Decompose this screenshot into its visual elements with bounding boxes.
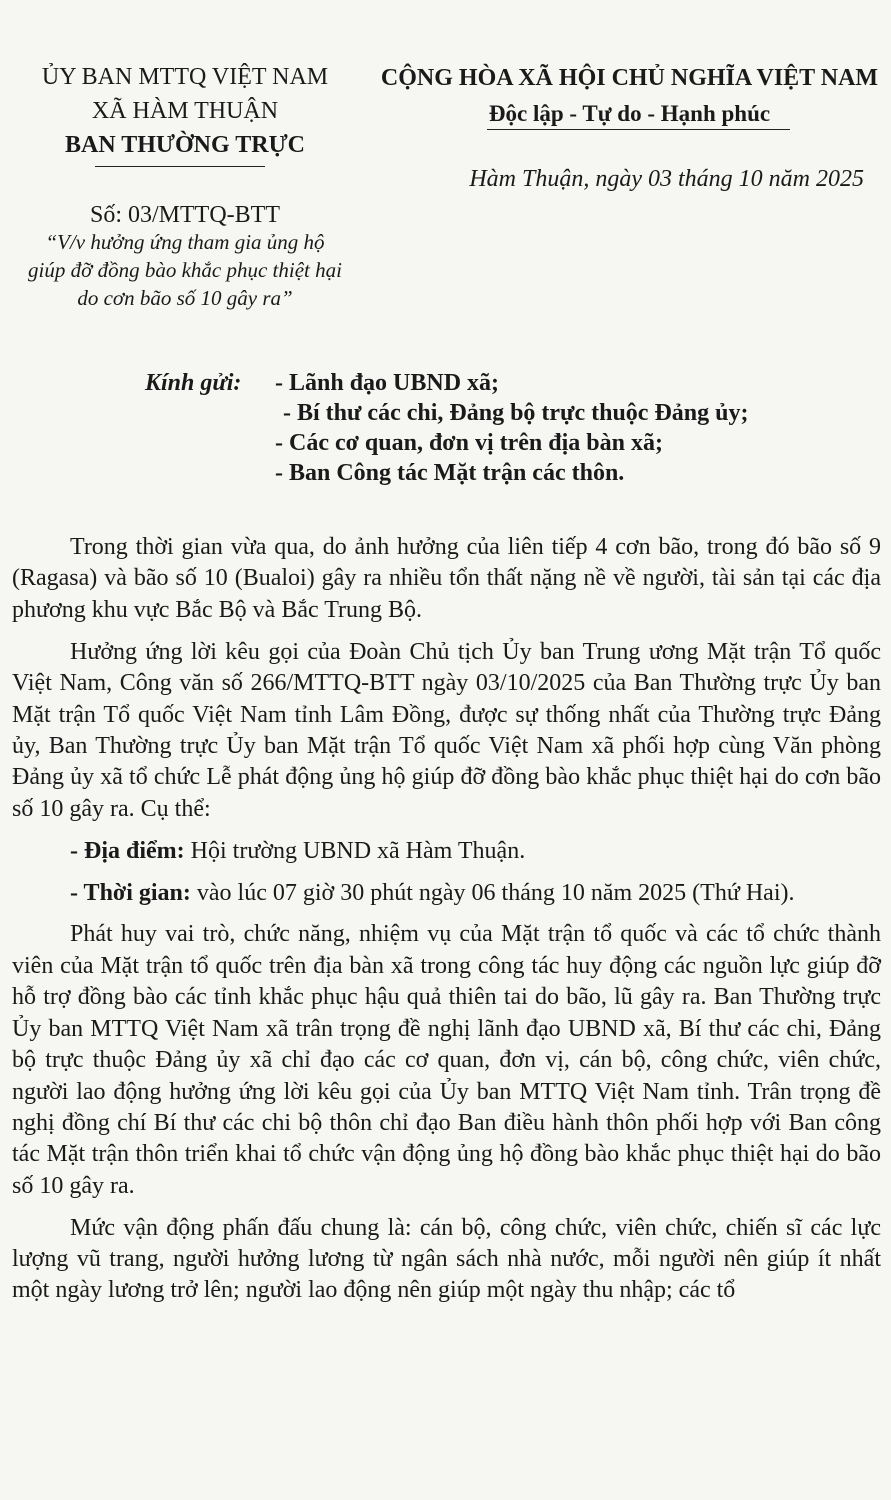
motto: Độc lập - Tự do - Hạnh phúc (488, 101, 771, 126)
recipients-list (275, 368, 748, 488)
event-location (12, 836, 881, 867)
location-label: - Địa điểm: (70, 837, 185, 864)
recipient-item: - Các cơ quan, đơn vị trên địa bàn xã; (275, 430, 663, 456)
event-time (12, 878, 881, 909)
issuing-organization (0, 60, 370, 162)
org-line-1: ỦY BAN MTTQ VIỆT NAM (41, 64, 329, 90)
subject-line-3: do cơn bão số 10 gây ra” (77, 286, 293, 310)
place-and-date: Hàm Thuận, ngày 03 tháng 10 năm 2025 (469, 166, 864, 192)
recipient-item: - Ban Công tác Mặt trận các thôn. (275, 460, 625, 486)
document-number: Số: 03/MTTQ-BTT (90, 202, 280, 228)
body-paragraph-1: Trong thời gian vừa qua, do ảnh hưởng của liên tiếp 4 cơn bão, trong đó bão số 9 (Ragasa) và bão số 10 (Bualoi) gây ra nhiều tổn thất nặng nề về người, tài sản tại các địa phương khu vực Bắc Bộ và Bắc Trung Bộ. (12, 534, 881, 623)
recipients-label: Kính gửi: (145, 370, 242, 396)
body-paragraph-3: Phát huy vai trò, chức năng, nhiệm vụ của Mặt trận tổ quốc và các tổ chức thành viên của Mặt trận tổ quốc trên địa bàn xã trong công tác huy động các nguồn lực giúp đỡ hỗ trợ đồng bào các tỉnh khắc phục hậu quả thiên tai do bão, lũ gây ra. Ban Thường trực Ủy ban MTTQ Việt Nam xã trân trọng đề nghị lãnh đạo UBND xã, Bí thư các chi, Đảng bộ trực thuộc Đảng ủy xã chỉ đạo các cơ quan, đơn vị, cán bộ, công chức, viên chức, người lao động hưởng ứng lời kêu gọi của Ủy ban MTTQ Việt Nam tỉnh. Trân trọng đề nghị đồng chí Bí thư các chi bộ thôn chỉ đạo Ban điều hành thôn phối hợp với Ban công tác Mặt trận thôn triển khai tổ chức vận động ủng hộ đồng bào khắc phục thiệt hại do bão số 10 gây ra. (12, 921, 881, 1199)
location-value: Hội trường UBND xã Hàm Thuận. (184, 837, 526, 864)
subject-line-2: giúp đỡ đồng bào khắc phục thiệt hại (28, 258, 342, 282)
time-value: vào lúc 07 giờ 30 phút ngày 06 tháng 10 năm 2025 (Thứ Hai). (190, 879, 795, 906)
right-underline-divider (487, 129, 790, 130)
recipient-item: - Lãnh đạo UBND xã; (275, 370, 500, 396)
subject-line-1: “V/v hưởng ứng tham gia ủng hộ (45, 230, 325, 254)
body-paragraph-4: Mức vận động phấn đấu chung là: cán bộ, công chức, viên chức, chiến sĩ các lực lượng vũ trang, người hưởng lương từ ngân sách nhà nước, mỗi người nên giúp ít nhất một ngày lương trở lên; người lao động nên giúp một ngày thu nhập; các tổ (12, 1214, 881, 1304)
document-subject (0, 228, 370, 312)
country-name: CỘNG HÒA XÃ HỘI CHỦ NGHĨA VIỆT NAM (380, 65, 879, 91)
recipient-item: - Bí thư các chi, Đảng bộ trực thuộc Đảng ủy; (283, 400, 749, 426)
body-paragraph-2: Hưởng ứng lời kêu gọi của Đoàn Chủ tịch Ủy ban Trung ương Mặt trận Tổ quốc Việt Nam, Công văn số 266/MTTQ-BTT ngày 03/10/2025 của Ban Thường trực Ủy ban Mặt trận Tổ quốc Việt Nam tỉnh Lâm Đồng, được sự thống nhất của Thường trực Đảng ủy, Ban Thường trực Ủy ban Mặt trận Tổ quốc Việt Nam xã phối hợp cùng Văn phòng Đảng ủy xã tổ chức Lễ phát động ủng hộ giúp đỡ đồng bào khắc phục thiệt hại do cơn bão số 10 gây ra. Cụ thể: (12, 638, 881, 822)
time-label: - Thời gian: (70, 879, 191, 906)
national-motto (368, 60, 891, 132)
org-line-2: XÃ HÀM THUẬN (91, 98, 279, 124)
document-body (12, 532, 881, 1317)
org-line-3: BAN THƯỜNG TRỰC (64, 132, 306, 158)
